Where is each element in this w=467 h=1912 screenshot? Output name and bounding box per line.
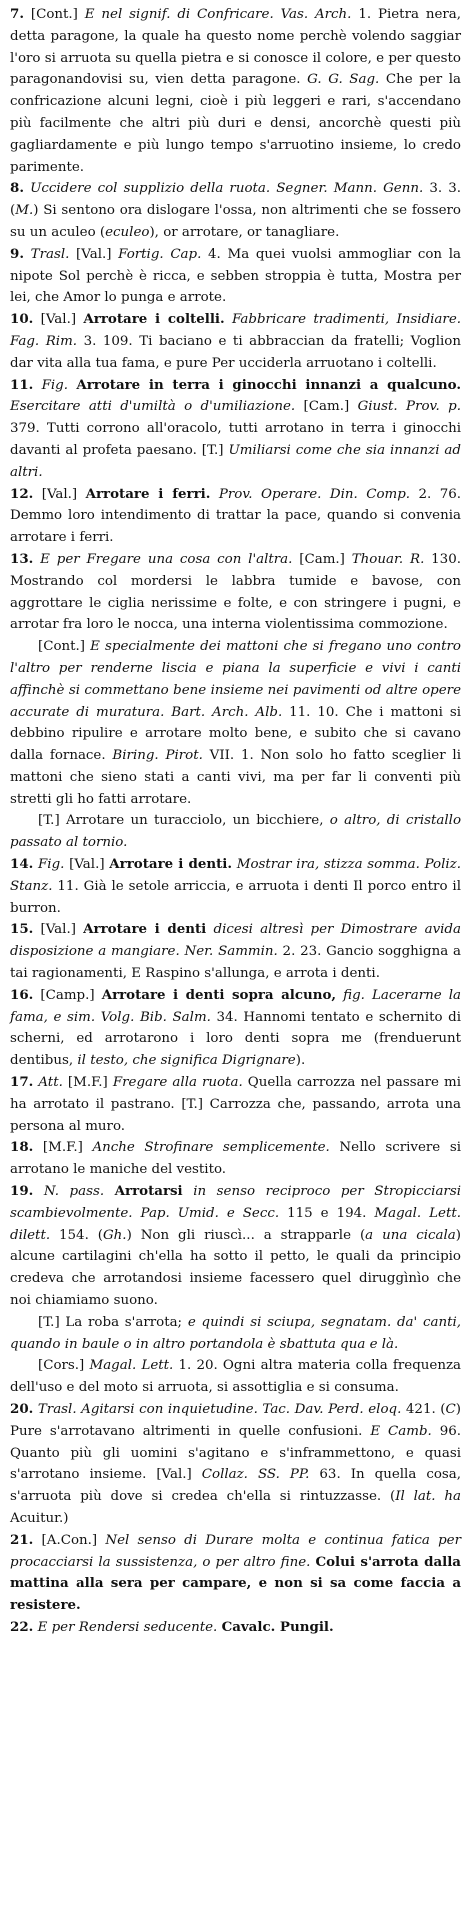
sense-number: 12. [10, 485, 34, 502]
dictionary-paragraph [10, 854, 461, 919]
text-run: 11. Già le setole arriccia, e arruota i denti Il porco entro il burron. [10, 878, 461, 916]
text-run: [M.F.] [33, 1140, 93, 1156]
text-run: [Cont.] [38, 639, 91, 655]
dictionary-paragraph [10, 309, 461, 374]
text-run [24, 247, 31, 262]
text-run: 96. Quanto più gli uomini s'agitano e s'inframmettono, e quasi s'arrotano insieme. [Val.] [10, 1423, 461, 1483]
text-run [33, 1184, 44, 1199]
italic-run: E specialmente dei mattoni che si fregano uno contro l'altro per renderne liscia e piana la superficie e vivi i canti affinchè si commettano bene insieme nei pavimenti od altre opere accurate di muratura. Bart. Arch. Alb. [10, 639, 461, 720]
text-run: [M.F.] [62, 1075, 113, 1091]
sense-number: 10. [10, 311, 34, 328]
text-run: 34. Hannomi tentato e schernito di scherni, ed arrotarono i loro denti sopra me (frenduerunt dentibus, [10, 1009, 461, 1069]
text-run [210, 487, 218, 502]
italic-run: eculeo [105, 224, 150, 240]
text-run: Acuitur.) [10, 1510, 69, 1526]
italic-run: Magal. Lett. [89, 1358, 174, 1374]
italic-run: in senso reciproco per Stropicciarsi scambievolmente. Pap. Umid. e Secc. [10, 1184, 461, 1221]
italic-run: Mostrar ira, stizza somma. Poliz. Stanz. [10, 857, 461, 894]
italic-run: Magal. Lett. dilett. [10, 1205, 461, 1243]
text-run: VII. 1. Non solo ho fatto sceglier li mattoni che sieno stati a canti vivi, ma per far li conventi più stretti gli ho fatti arrotare. [10, 748, 461, 807]
text-run: Quella carrozza nel passare mi ha arrotato il pastrano. [T.] Carrozza che, passando, arrota una persona al muro. [10, 1075, 461, 1134]
text-run [104, 1184, 115, 1199]
italic-run: E per Rendersi seducente. [37, 1619, 218, 1635]
text-run: [Val.] [64, 857, 110, 873]
dictionary-paragraph [10, 1617, 461, 1639]
dictionary-paragraph [10, 1181, 461, 1312]
italic-run: Uccidere col supplizio della ruota. Segner. Mann. Genn. [30, 181, 424, 197]
text-run [206, 922, 213, 937]
bold-phrase: Colui s'arrota dalla mattina alla sera per campare, e non si sa come faccia a resistere. [10, 1553, 461, 1614]
dictionary-paragraph [10, 484, 461, 549]
text-run: [Cam.] [295, 399, 358, 415]
italic-run: E Camb. [370, 1423, 432, 1439]
text-run: 3. 109. Ti baciano e ti abbraccian da fratelli; Voglion dar vita alla tua fama, e pure Per ucciderla arruotano i coltelli. [10, 333, 461, 371]
text-run: 4. Ma quei vuolsi ammogliar con la nipote Sol perchè è ricca, e sebben stroppia è tutta, Mostra per lei, che Amor lo punga e arrote. [10, 246, 461, 306]
dictionary-paragraph [10, 1355, 461, 1399]
text-run: 63. In quella cosa, s'arruota più dove si credea ch'ella si rintuzzasse. ( [10, 1467, 461, 1505]
italic-run: Fortig. Cap. [118, 246, 202, 262]
text-run: 115 e 194. [279, 1205, 375, 1221]
text-run: 3. 3. ( [10, 181, 461, 219]
dictionary-paragraph [10, 244, 461, 309]
italic-run: e quindi si sciupa, segnatam. da' canti, quando in baule o in altro portandola è sbattuta qua e là. [10, 1314, 461, 1352]
text-run: ) Si sentono ora dislogare l'ossa, non altrimenti che se fossero su un aculeo ( [10, 203, 461, 240]
italic-run: Fig. [41, 377, 69, 393]
dictionary-paragraph [10, 810, 461, 854]
sense-number: 21. [10, 1531, 34, 1548]
text-run: [T.] Arrotare un turacciolo, un bicchiere, [38, 813, 330, 829]
sense-number: 18. [10, 1139, 34, 1156]
text-run: Che per la confricazione alcuni legni, cioè i più leggeri e rari, s'accendano più facilmente che altri più duri e densi, ancorchè questi più gagliardamente e più lungo tempo s'arruotino insieme, lo credo parimente. [10, 72, 462, 175]
text-run: ), or arrotare, or tanagliare. [149, 224, 340, 240]
italic-run: Prov. Operare. Din. Comp. [218, 486, 411, 502]
text-run: [Cont.] [23, 7, 85, 22]
sense-number: 7. [10, 6, 24, 22]
italic-run: M. [15, 203, 34, 219]
italic-run: Biring. Pirot. [112, 748, 203, 764]
dictionary-paragraph [10, 1399, 461, 1530]
sense-number: 19. [10, 1183, 34, 1200]
text-run: ) Non gli riuscì... a strapparle ( [126, 1227, 366, 1243]
italic-run: Att. [38, 1075, 63, 1091]
text-run: 421. ( [401, 1402, 446, 1417]
sense-number: 15. [10, 921, 34, 938]
text-run: ) alcune cartilagini ch'ella ha sotto il petto, le quali da principio credeva che arrotandosi insieme facessero quel diruggìnìo che noi chiamiamo suono. [10, 1227, 461, 1309]
dictionary-paragraph [10, 178, 461, 243]
italic-run: Giust. Prov. p. [357, 399, 461, 415]
text-run: [A.Con.] [33, 1532, 106, 1548]
italic-run: E per Fregare una cosa con l'altra. [40, 551, 293, 567]
text-run: Nello scrivere si arrotano le maniche del vestito. [10, 1140, 461, 1178]
text-run [183, 1184, 194, 1199]
italic-run: N. pass. [43, 1184, 105, 1200]
dictionary-paragraph [10, 4, 461, 178]
italic-run: Anche Strofinare semplicemente. [92, 1140, 330, 1156]
italic-run: Thouar. R. [351, 551, 425, 567]
italic-run: Nel senso di Durare molta e continua fatica per procacciarsi la sussistenza, o per altro fine. [10, 1532, 462, 1570]
text-run [225, 312, 232, 327]
italic-run: il testo, che significa Digrignare [77, 1053, 296, 1069]
italic-run: o altro, di cristallo passato al tornio. [10, 813, 462, 851]
dictionary-paragraph [10, 1530, 461, 1617]
bold-phrase: Arrotare i denti [83, 921, 207, 938]
text-run: [Val.] [33, 486, 86, 502]
italic-run: Umiliarsi come che sia innanzi ad altri. [10, 442, 461, 480]
sense-number: 14. [10, 856, 34, 873]
italic-run: fig. Lacerarne la fama, e sim. Volg. Bib. Salm. [10, 987, 461, 1025]
sense-number: 20. [10, 1401, 34, 1417]
italic-run: Il lat. ha [395, 1489, 461, 1505]
text-run: [Cam.] [292, 551, 352, 567]
bold-phrase: Arrotare in terra i ginocchi innanzi a qualcuno. [76, 376, 461, 393]
bold-phrase: Arrotare i denti sopra alcuno, [101, 986, 337, 1003]
sense-number: 8. [10, 180, 24, 197]
italic-run: C [445, 1402, 456, 1417]
dictionary-paragraph [10, 985, 461, 1072]
bold-phrase: Arrotarsi [114, 1183, 183, 1200]
italic-run: Gh. [102, 1227, 127, 1243]
bold-phrase: Cavalc. Pungil. [221, 1618, 334, 1635]
text-run: 379. Tutti corrono all'oracolo, tutti arrotano in terra i ginocchi davanti al profeta paesano. [T.] [10, 421, 461, 458]
text-run: 11. 10. Che i mattoni si debbino ripulire e arrotare molto bene, e subito che si cavano dalla fornace. [10, 704, 461, 764]
text-run: 1. Pietra nera, detta paragone, la quale ha questo nome perchè volendo saggiar l'oro si arruota su quella pietra e si conosce il colore, e per questo paragonandovisi su, vien detta paragone. [10, 7, 462, 88]
italic-run: Trasl. Agitarsi con inquietudine. Tac. Dav. Perd. eloq. [37, 1402, 402, 1417]
dictionary-paragraph [10, 1312, 461, 1356]
italic-run: a una cicala [365, 1227, 456, 1243]
italic-run: G. G. Sag. [307, 72, 380, 88]
sense-number: 11. [10, 376, 34, 393]
italic-run: Collaz. SS. PP. [201, 1467, 310, 1483]
italic-run: E nel signif. di Confricare. Vas. Arch. [84, 7, 352, 22]
sense-number: 13. [10, 550, 34, 567]
sense-number: 22. [10, 1618, 34, 1635]
sense-number: 16. [10, 986, 34, 1003]
text-run: [Val.] [69, 246, 119, 262]
text-run: ). [295, 1053, 306, 1069]
sense-number: 17. [10, 1074, 34, 1091]
text-run: 2. 76. Demmo loro intendimento di trattar la pace, quando si convenia arrotare i ferri. [10, 486, 461, 546]
dictionary-paragraph [10, 1072, 461, 1137]
dictionary-paragraph [10, 375, 461, 484]
italic-run: Fig. [38, 857, 65, 873]
dictionary-paragraph [10, 919, 461, 984]
italic-run: Fregare alla ruota. [112, 1075, 243, 1091]
dictionary-paragraph [10, 549, 461, 636]
bold-phrase: Arrotare i denti. [109, 856, 233, 873]
text-run: ) Pure s'arrotavano altrimenti in quelle confusioni. [10, 1402, 461, 1439]
italic-run: Fabbricare tradimenti, Insidiare. Fag. Rim. [10, 312, 461, 349]
text-run: 1. 20. Ogni altra materia colla frequenza dell'uso e del moto si arruota, si assottiglia e si consuma. [10, 1358, 461, 1396]
text-run: 2. 23. Gancio sogghigna a tai ragionamenti, E Raspino s'allunga, e arrota i denti. [10, 944, 461, 982]
italic-run: dicesi altresì per Dimostrare avida disposizione a mangiare. Ner. Sammin. [10, 922, 461, 960]
text-run: [Val.] [33, 312, 84, 328]
bold-phrase: Arrotare i ferri. [85, 485, 211, 502]
dictionary-paragraph [10, 636, 461, 810]
italic-run: Esercitare atti d'umiltà o d'umiliazione. [10, 399, 296, 415]
dictionary-paragraph [10, 1137, 461, 1181]
bold-phrase: Arrotare i coltelli. [83, 311, 225, 328]
sense-number: 9. [10, 245, 24, 262]
text-run [33, 378, 41, 393]
italic-run: Trasl. [30, 246, 70, 262]
text-run: [Val.] [33, 922, 84, 938]
text-run: [Cors.] [38, 1358, 90, 1374]
text-run: 154. ( [50, 1227, 103, 1243]
text-run: 130. Mostrando col mordersi le labbra tumide e bavose, con aggrottare le ciglia nerissime e folte, e con stringere i pugni, e arrotar fra loro le nocca, una interna violentissima commozione. [10, 551, 461, 633]
text-run: [T.] La roba s'arrota; [38, 1314, 188, 1330]
text-run: [Camp.] [33, 987, 102, 1003]
